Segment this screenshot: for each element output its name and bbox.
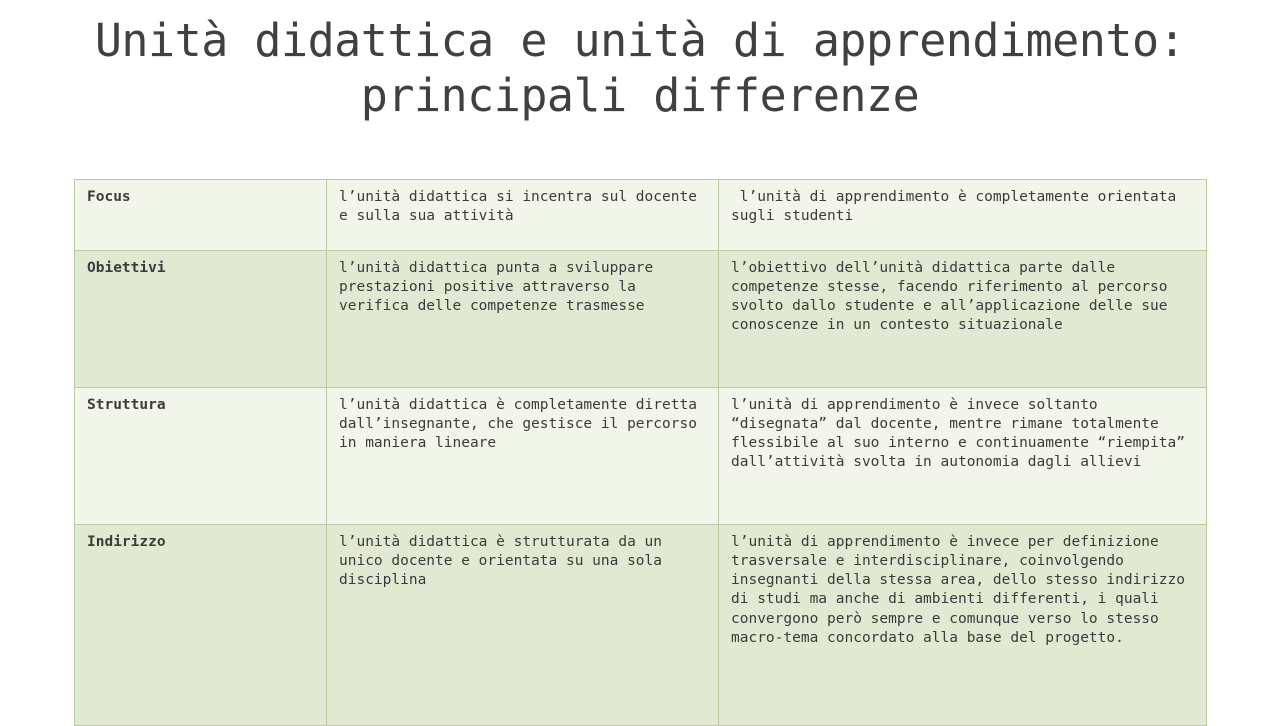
row-label: Indirizzo [75, 525, 327, 726]
cell-unita-didattica: l’unità didattica si incentra sul docente e sulla sua attività [327, 180, 719, 251]
cell-unita-apprendimento: l’unità di apprendimento è invece soltanto “disegnata” dal docente, mentre rimane totalmente flessibile al suo interno e continuamente “riempita” dall’attività svolta in autonomia dagli allievi [719, 388, 1207, 525]
cell-unita-apprendimento: l’obiettivo dell’unità didattica parte dalle competenze stesse, facendo riferimento al percorso svolto dallo studente e all’applicazione delle sue conoscenze in un contesto situazionale [719, 251, 1207, 388]
row-label: Focus [75, 180, 327, 251]
table-row [75, 180, 1207, 251]
cell-unita-didattica: l’unità didattica punta a sviluppare prestazioni positive attraverso la verifica delle competenze trasmesse [327, 251, 719, 388]
table-row [75, 388, 1207, 525]
cell-unita-apprendimento: l’unità di apprendimento è completamente orientata sugli studenti [719, 180, 1207, 251]
comparison-table-container [74, 179, 1206, 726]
cell-unita-didattica: l’unità didattica è strutturata da un unico docente e orientata su una sola disciplina [327, 525, 719, 726]
row-label: Struttura [75, 388, 327, 525]
cell-unita-apprendimento: l’unità di apprendimento è invece per definizione trasversale e interdisciplinare, coinvolgendo insegnanti della stessa area, dello stesso indirizzo di studi ma anche di ambienti differenti, i quali convergono però sempre e comunque verso lo stesso macro-tema concordato alla base del progetto. [719, 525, 1207, 726]
row-label: Obiettivi [75, 251, 327, 388]
page-title: Unità didattica e unità di apprendimento: principali differenze [94, 14, 1186, 122]
table-row [75, 525, 1207, 726]
cell-unita-didattica: l’unità didattica è completamente diretta dall’insegnante, che gestisce il percorso in maniera lineare [327, 388, 719, 525]
comparison-table [74, 179, 1207, 726]
table-row [75, 251, 1207, 388]
